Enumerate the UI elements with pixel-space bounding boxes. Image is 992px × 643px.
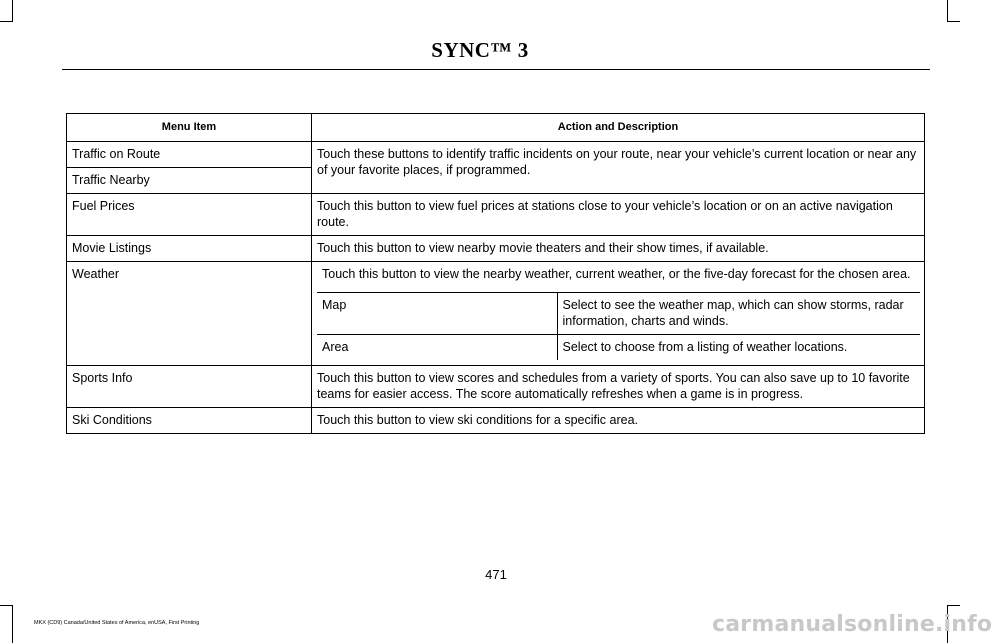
page-number: 471	[485, 567, 507, 582]
table-row	[67, 194, 925, 236]
sub-item-area: Area	[317, 335, 557, 361]
sub-desc-map: Select to see the weather map, which can show storms, radar information, charts and winds.	[557, 293, 920, 335]
desc-fuel-prices: Touch this button to view fuel prices at stations close to your vehicle’s location or on an active navigation route.	[312, 194, 925, 236]
table-row	[67, 142, 925, 168]
crop-mark	[12, 0, 13, 22]
menu-item-traffic-nearby: Traffic Nearby	[67, 168, 312, 194]
desc-weather: Touch this button to view the nearby weather, current weather, or the five-day forecast for the chosen area.	[322, 267, 911, 281]
crop-mark	[0, 605, 12, 606]
crop-mark	[947, 0, 948, 22]
menu-table	[66, 113, 925, 434]
desc-traffic: Touch these buttons to identify traffic incidents on your route, near your vehicle’s current location or near any of your favorite places, if programmed.	[312, 142, 925, 194]
crop-mark	[947, 605, 960, 606]
weather-subtable	[317, 292, 920, 360]
menu-item-sports-info: Sports Info	[67, 366, 312, 408]
desc-movie-listings: Touch this button to view nearby movie theaters and their show times, if available.	[312, 236, 925, 262]
header-rule	[62, 69, 930, 70]
watermark: carmanualsonline.info	[712, 612, 992, 637]
desc-ski-conditions: Touch this button to view ski conditions for a specific area.	[312, 408, 925, 434]
menu-item-movie-listings: Movie Listings	[67, 236, 312, 262]
header-menu-item: Menu Item	[67, 114, 312, 142]
desc-sports-info: Touch this button to view scores and schedules from a variety of sports. You can also save up to 10 favorite teams for easier access. The score automatically refreshes when a game is in progress.	[312, 366, 925, 408]
menu-item-weather: Weather	[67, 262, 312, 366]
menu-item-traffic-on-route: Traffic on Route	[67, 142, 312, 168]
running-head: SYNC™ 3	[431, 38, 529, 62]
table-row	[67, 236, 925, 262]
table-row	[67, 366, 925, 408]
table-row	[67, 262, 925, 366]
sub-desc-area: Select to choose from a listing of weather locations.	[557, 335, 920, 361]
crop-mark	[0, 21, 12, 22]
table-row	[67, 408, 925, 434]
menu-item-fuel-prices: Fuel Prices	[67, 194, 312, 236]
subtable-row	[317, 335, 920, 361]
crop-mark	[12, 605, 13, 643]
sub-item-map: Map	[317, 293, 557, 335]
header-action-description: Action and Description	[312, 114, 925, 142]
desc-weather-cell	[312, 262, 925, 366]
print-footer: MKX (CD9) Canada/United States of America, enUSA, First Printing	[34, 620, 200, 626]
subtable-row	[317, 293, 920, 335]
menu-item-ski-conditions: Ski Conditions	[67, 408, 312, 434]
crop-mark	[947, 21, 960, 22]
table-header-row	[67, 114, 925, 142]
